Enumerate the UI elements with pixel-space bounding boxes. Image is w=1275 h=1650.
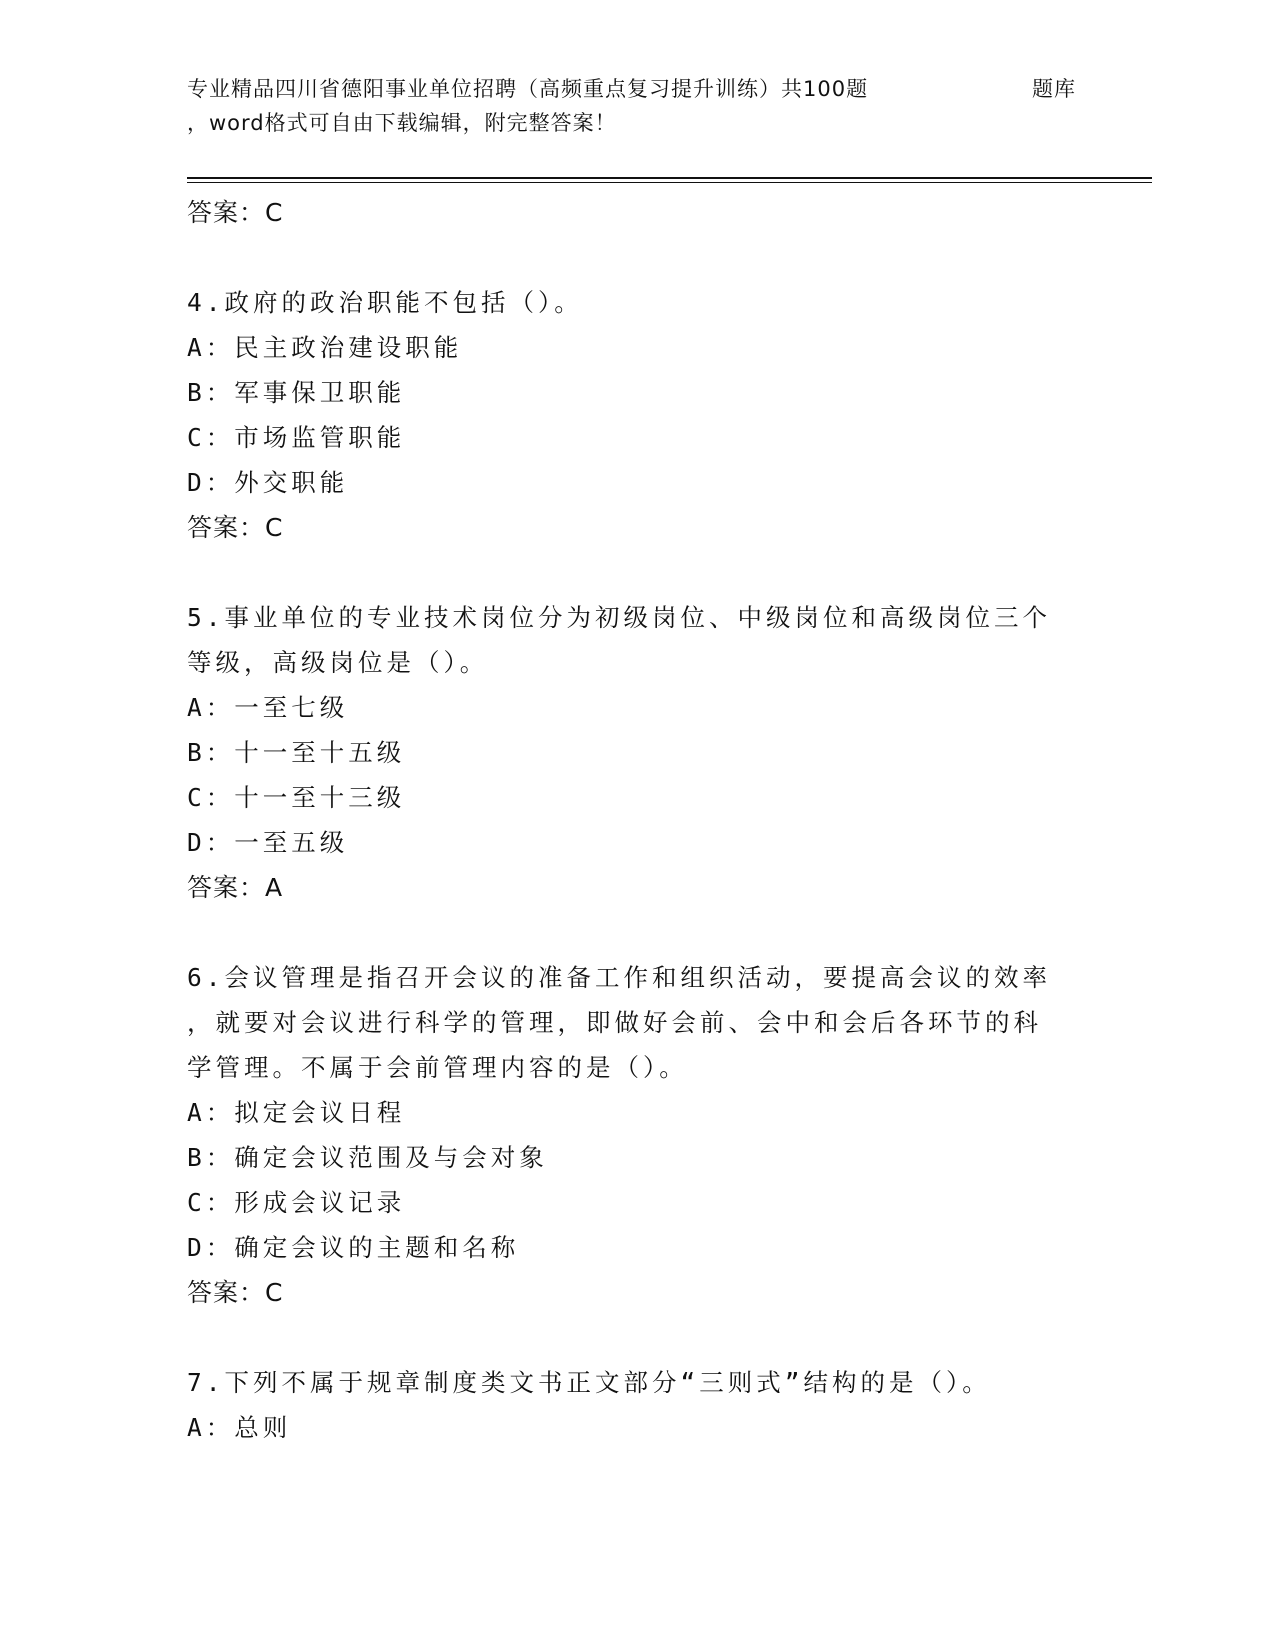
- header-right-label: 题库: [1032, 77, 1076, 101]
- spacer: [187, 1315, 1087, 1360]
- page-header: [187, 72, 1087, 140]
- answer-line: 答案：C: [187, 1278, 284, 1307]
- question-block: [187, 595, 1087, 910]
- question-block: [187, 955, 1087, 1315]
- option-c: C：形成会议记录: [187, 1188, 406, 1217]
- answer-line: 答案：C: [187, 198, 284, 227]
- option-c: C：十一至十三级: [187, 783, 406, 812]
- question-stem: 7.下列不属于规章制度类文书正文部分“三则式”结构的是（）。: [187, 1368, 991, 1397]
- header-rule-thick: [187, 177, 1152, 179]
- question-stem: 等级，高级岗位是（）。: [187, 648, 489, 677]
- option-a: A：总则: [187, 1413, 292, 1442]
- header-line-2: ，word格式可自由下载编辑，附完整答案！: [187, 111, 617, 135]
- spacer: [187, 550, 1087, 595]
- option-d: D：确定会议的主题和名称: [187, 1233, 520, 1262]
- option-b: B：军事保卫职能: [187, 378, 406, 407]
- spacer: [187, 235, 1087, 280]
- option-d: D：一至五级: [187, 828, 349, 857]
- option-a: A：一至七级: [187, 693, 349, 722]
- header-line-1: [187, 72, 1087, 106]
- option-b: B：十一至十五级: [187, 738, 406, 767]
- header-rule-thin: [187, 182, 1152, 183]
- answer-line: 答案：C: [187, 513, 284, 542]
- option-a: A：拟定会议日程: [187, 1098, 406, 1127]
- header-title: 专业精品四川省德阳事业单位招聘（高频重点复习提升训练）共100题: [187, 77, 869, 101]
- question-stem: 4.政府的政治职能不包括（）。: [187, 288, 583, 317]
- question-stem: 5.事业单位的专业技术岗位分为初级岗位、中级岗位和高级岗位三个: [187, 603, 1051, 632]
- spacer: [187, 910, 1087, 955]
- question-block: [187, 1360, 1087, 1450]
- question-stem: ，就要对会议进行科学的管理，即做好会前、会中和会后各环节的科: [187, 1008, 1042, 1037]
- answer-line: 答案：A: [187, 873, 284, 902]
- question-stem: 学管理。不属于会前管理内容的是（）。: [187, 1053, 688, 1082]
- option-d: D：外交职能: [187, 468, 349, 497]
- question-block: [187, 280, 1087, 550]
- question-stem: 6.会议管理是指召开会议的准备工作和组织活动，要提高会议的效率: [187, 963, 1051, 992]
- document-body: [187, 190, 1087, 1450]
- option-c: C：市场监管职能: [187, 423, 406, 452]
- option-a: A：民主政治建设职能: [187, 333, 463, 362]
- option-b: B：确定会议范围及与会对象: [187, 1143, 548, 1172]
